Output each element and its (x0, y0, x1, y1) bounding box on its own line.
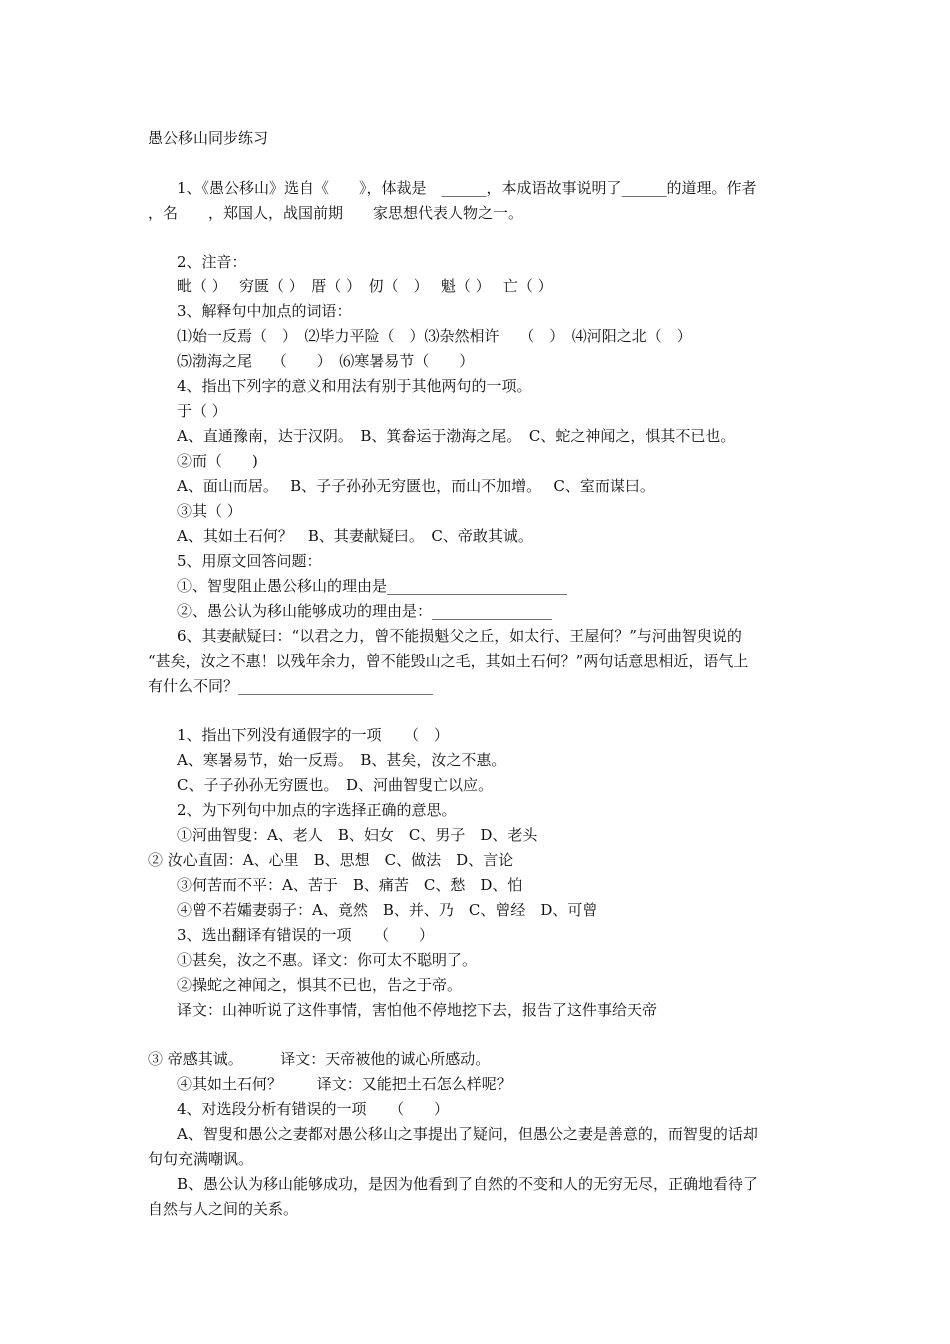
p2-q3-item-1: ①甚矣，汝之不惠。译文：你可太不聪明了。 (177, 951, 478, 969)
p2-q3-item-4: ④其如土石何？ 译文：又能把土石怎么样呢？ (177, 1075, 512, 1093)
q3-items-1: ⑴始一反焉（ ） ⑵毕力平险（ ）⑶杂然相许 （ ） ⑷河阳之北（ ） (177, 327, 692, 345)
p2-q4-option-b-2: 自然与人之间的关系。 (148, 1200, 299, 1218)
p2-q3-item-2: ②操蛇之神闻之，惧其不已也，告之于帝。 (177, 976, 463, 994)
q6-line-3: 有什么不同？__________________________ (148, 677, 434, 695)
p2-q4-heading: 4、对选段分析有错误的一项 （ ） (177, 1100, 450, 1118)
p2-q1-options-2: C、子子孙孙无穷匮也。 D、河曲智叟亡以应。 (177, 776, 494, 794)
p2-q4-option-b-1: B、愚公认为移山能够成功，是因为他看到了自然的不变和人的无穷无尽，正确地看待了 (177, 1175, 759, 1193)
q3-items-2: ⑸渤海之尾 （ ） ⑹寒暑易节（ ） (177, 352, 475, 370)
q4-sub-2-options: A、面山而居。 B、子子孙孙无穷匮也，而山不加增。 C、室而谋曰。 (177, 477, 655, 495)
p2-q1-options-1: A、寒暑易节，始一反焉。 B、甚矣，汝之不惠。 (177, 751, 507, 769)
q4-heading: 4、指出下列字的意义和用法有别于其他两句的一项。 (177, 377, 532, 395)
q1-line-1: 1、《愚公移山》选自《 》，体裁是 ______，本成语故事说明了______的道理。作者 (177, 179, 757, 197)
p2-q3-item-3: ③ 帝感其诚。 译文：天帝被他的诚心所感动。 (148, 1050, 491, 1068)
p2-q2-heading: 2、为下列句中加点的字选择正确的意思。 (177, 801, 457, 819)
q2-heading: 2、注音： (177, 253, 247, 271)
q5-heading: 5、用原文回答问题： (177, 552, 322, 570)
p2-q2-item-2: ② 汝心直固：A、心里 B、思想 C、做法 D、言论 (148, 851, 514, 869)
q2-items: 毗（ ） 穷匮（ ） 厝（ ） 仞（ ） 魁（ ） 亡（ ） (177, 277, 553, 295)
p2-q4-option-a-1: A、智叟和愚公之妻都对愚公移山之事提出了疑问，但愚公之妻是善意的，而智叟的话却 (177, 1125, 758, 1143)
q3-heading: 3、解释句中加点的词语： (177, 302, 352, 320)
q4-sub-1-options: A、直通豫南，达于汉阴。 B、箕畚运于渤海之尾。 C、蛇之神闻之，惧其不已也。 (177, 427, 736, 445)
p2-q3-item-2-translation: 译文：山神听说了这件事情，害怕他不停地挖下去，报告了这件事给天帝 (177, 1001, 658, 1019)
q4-sub-2: ②而（ ) (177, 452, 258, 470)
q6-line-1: 6、其妻献疑曰：“以君之力，曾不能损魁父之丘，如太行、王屋何？”与河曲智臾说的 (177, 627, 742, 645)
q5-item-1: ①、智叟阻止愚公移山的理由是________________________ (177, 577, 568, 595)
p2-q3-heading: 3、选出翻译有错误的一项 （ ） (177, 926, 435, 944)
q4-sub-1: 于（ ） (177, 402, 227, 420)
p2-q2-item-1: ①河曲智叟：A、老人 B、妇女 C、男子 D、老头 (177, 826, 538, 844)
p2-q2-item-4: ④曾不若孀妻弱子：A、竟然 B、并、乃 C、曾经 D、可曾 (177, 901, 598, 919)
page-title: 愚公移山同步练习 (148, 129, 269, 147)
q1-line-2: ，名 ，郑国人，战国前期 家思想代表人物之一。 (148, 204, 524, 222)
q4-sub-3-options: A、其如土石何？ B、其妻献疑曰。 C、帝敢其诚。 (177, 527, 533, 545)
q5-item-2: ②、愚公认为移山能够成功的理由是：________________ (177, 602, 553, 620)
q6-line-2: “甚矣，汝之不惠！以残年余力，曾不能毁山之毛，其如土石何？”两句话意思相近，语气上 (148, 652, 749, 670)
p2-q1-heading: 1、指出下列没有通假字的一项 （ ） (177, 726, 450, 744)
p2-q2-item-3: ③何苦而不平：A、苦于 B、痛苦 C、愁 D、怕 (177, 876, 523, 894)
p2-q4-option-a-2: 句句充满嘲讽。 (148, 1150, 254, 1168)
q4-sub-3: ③其（ ） (177, 502, 242, 520)
